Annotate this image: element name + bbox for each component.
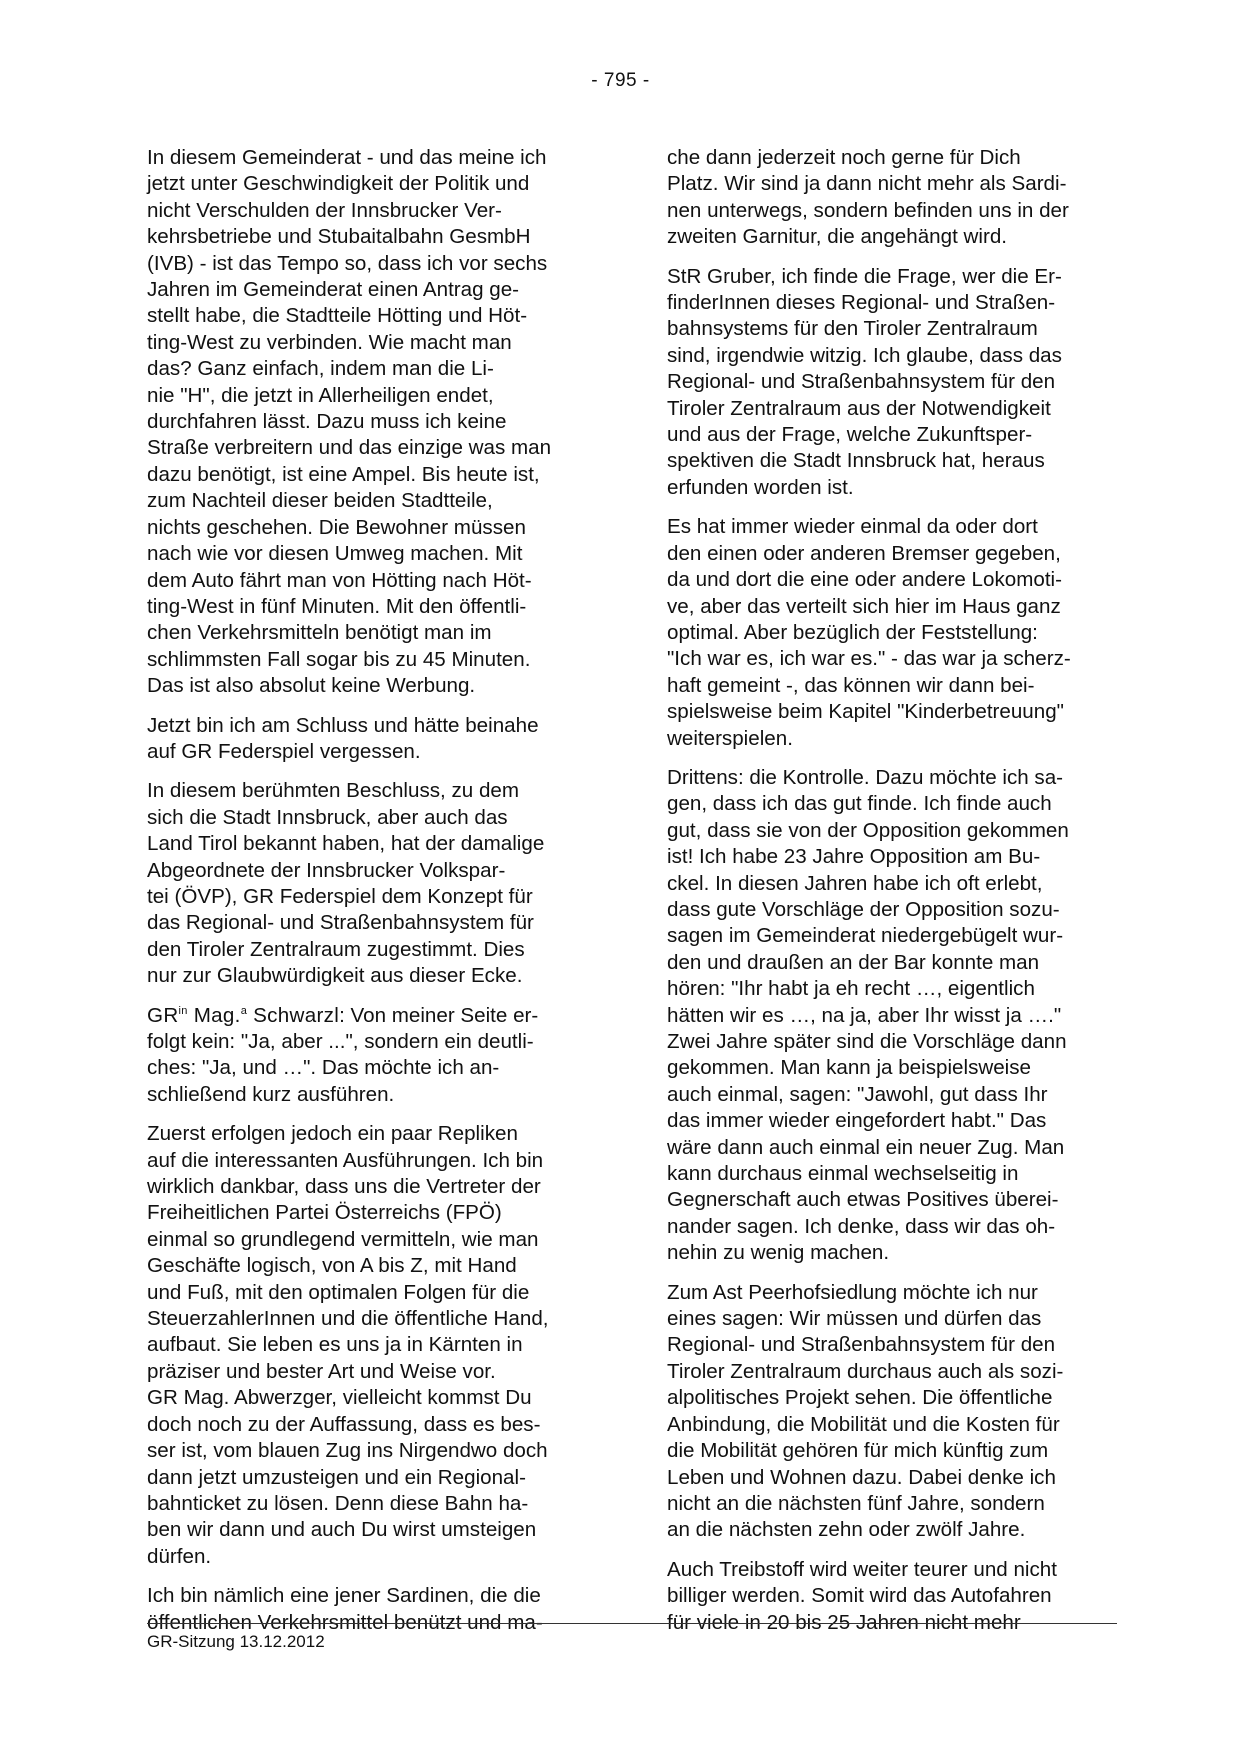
speaker-title-gr: GR: [147, 1003, 179, 1027]
speaker-text: : Von meiner Seite er- folgt kein: "Ja, aber ...", sondern ein deutli- ches: "Ja, und …". Das möchte ich an- schließend kurz ausführen.: [147, 1003, 539, 1106]
paragraph: StR Gruber, ich finde die Frage, wer die Er- finderInnen dieses Regional- und Straßen- bahnsystems für den Tiroler Zentralraum sind, irgendwie witzig. Ich glaube, dass das Regional- und Straßenbahnsystem für den Tiroler Zentralraum aus der Notwendigkeit und aus der Frage, welche Zukunftsper- spektiven die Stadt Innsbruck hat, heraus erfunden worden ist.: [667, 264, 1062, 499]
footer-session-date: GR-Sitzung 13.12.2012: [147, 1632, 325, 1651]
paragraph: In diesem berühmten Beschluss, zu dem sich die Stadt Innsbruck, aber auch das Land Tirol bekannt haben, hat der damalige Abgeordnete der Innsbrucker Volkspar- tei (ÖVP), GR Federspiel dem Konzept für das Regional- und Straßenbahnsystem für den Tiroler Zentralraum zugestimmt. Dies nur zur Glaubwürdigkeit aus dieser Ecke.: [147, 779, 545, 988]
speaker-name: Schwarzl: [247, 1003, 340, 1027]
paragraph: Auch Treibstoff wird weiter teurer und nicht billiger werden. Somit wird das Autofahren für viele in 20 bis 25 Jahren nicht mehr: [667, 1557, 1057, 1634]
speaker-label: [147, 1004, 339, 1027]
speaker-title-mag: Mag.: [187, 1003, 241, 1027]
speaker-paragraph: [147, 1003, 597, 1109]
page-number: - 795 -: [591, 70, 650, 91]
left-column: [147, 145, 597, 1649]
paragraph: Ich bin nämlich eine jener Sardinen, die die öffentlichen Verkehrsmittel benützt und ma-: [147, 1584, 543, 1634]
speaker-sup-a: a: [240, 1004, 248, 1017]
paragraph: In diesem Gemeinderat - und das meine ich jetzt unter Geschwindigkeit der Politik und nicht Verschulden der Innsbrucker Ver- kehrsbetriebe und Stubaitalbahn GesmbH (IVB) - ist das Tempo so, dass ich vor sechs Jahren im Gemeinderat einen Antrag ge- stellt habe, die Stadtteile Hötting und Höt- ting-West zu verbinden. Wie macht man das? Ganz einfach, indem man die Li- nie "H", die jetzt in Allerheiligen endet, durchfahren lässt. Dazu muss ich keine Straße verbreitern und das einzige was man dazu benötigt, ist eine Ampel. Bis heute ist, zum Nachteil dieser beiden Stadtteile, nichts geschehen. Die Bewohner müssen nach wie vor diesen Umweg machen. Mit dem Auto fährt man von Hötting nach Höt- ting-West in fünf Minuten. Mit den öffentli- chen Verkehrsmitteln benötigt man im schlimmsten Fall sogar bis zu 45 Minuten. Das ist also absolut keine Werbung.: [147, 146, 552, 698]
paragraph: Jetzt bin ich am Schluss und hätte beinahe auf GR Federspiel vergessen.: [147, 713, 539, 763]
right-column: [667, 145, 1117, 1649]
paragraph: Zuerst erfolgen jedoch ein paar Repliken auf die interessanten Ausführungen. Ich bin wirklich dankbar, dass uns die Vertreter der Freiheitlichen Partei Österreichs (FPÖ) einmal so grundlegend vermitteln, wie man Geschäfte logisch, von A bis Z, mit Hand und Fuß, mit den optimalen Folgen für die SteuerzahlerInnen und die öffentliche Hand, aufbaut. Sie leben es uns ja in Kärnten in präziser und bester Art und Weise vor. GR Mag. Abwerzger, vielleicht kommst Du doch noch zu der Auffassung, dass es bes- ser ist, vom blauen Zug ins Nirgendwo doch dann jetzt umzusteigen und ein Regional- bahnticket zu lösen. Denn diese Bahn ha- ben wir dann und auch Du wirst umsteigen dürfen.: [147, 1122, 549, 1568]
paragraph: Drittens: die Kontrolle. Dazu möchte ich sa- gen, dass ich das gut finde. Ich finde auch gut, dass sie von der Opposition gekommen ist! Ich habe 23 Jahre Opposition am Bu- ckel. In diesen Jahren habe ich oft erlebt, dass gute Vorschläge der Opposition sozu- sagen im Gemeinderat niedergebügelt wur- den und draußen an der Bar konnte man hören: "Ihr habt ja eh recht …, eigentlich hätten wir es …, na ja, aber Ihr wisst ja …." Zwei Jahre später sind die Vorschläge dann gekommen. Man kann ja beispielsweise auch einmal, sagen: "Jawohl, gut dass Ihr das immer wieder eingefordert habt." Das wäre dann auch einmal ein neuer Zug. Man kann durchaus einmal wechselseitig in Gegnerschaft auch etwas Positives überei- nander sagen. Ich denke, dass wir das oh- nehin zu wenig machen.: [667, 765, 1069, 1265]
footer-divider: [147, 1623, 1117, 1624]
paragraph: che dann jederzeit noch gerne für Dich Platz. Wir sind ja dann nicht mehr als Sardi- nen unterwegs, sondern befinden uns in der zweiten Garnitur, die angehängt wird.: [667, 146, 1069, 249]
speaker-sup-in: in: [178, 1004, 188, 1017]
paragraph: Es hat immer wieder einmal da oder dort den einen oder anderen Bremser gegeben, da und dort die eine oder andere Lokomoti- ve, aber das verteilt sich hier im Haus ganz optimal. Aber bezüglich der Feststellung: "Ich war es, ich war es." - das war ja scherz- haft gemeint -, das können wir dann bei- spielsweise beim Kapitel "Kinderbetreuung" weiterspielen.: [667, 515, 1071, 750]
paragraph: Zum Ast Peerhofsiedlung möchte ich nur eines sagen: Wir müssen und dürfen das Regional- und Straßenbahnsystem für den Tiroler Zentralraum durchaus auch als sozi- alpolitisches Projekt sehen. Die öffentliche Anbindung, die Mobilität und die Kosten für die Mobilität gehören für mich künftig zum Leben und Wohnen dazu. Dabei denke ich nicht an die nächsten fünf Jahre, sondern an die nächsten zehn oder zwölf Jahre.: [667, 1280, 1064, 1542]
